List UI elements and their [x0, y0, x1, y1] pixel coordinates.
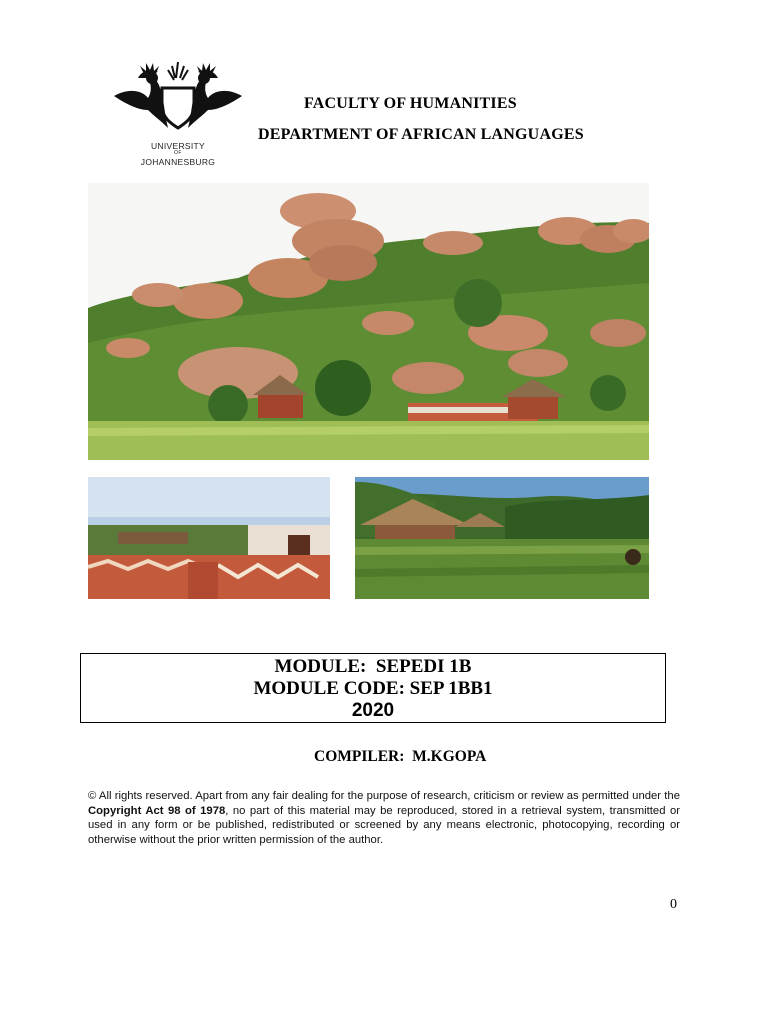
thatched-huts-photo [355, 477, 649, 599]
logo-text-johannesburg: JOHANNESBURG [140, 157, 216, 167]
landscape-photo [88, 183, 649, 460]
painted-homestead-photo [88, 477, 330, 599]
logo-text-of: OF [174, 150, 182, 156]
faculty-heading: FACULTY OF HUMANITIES [304, 95, 517, 112]
module-year: 2020 [351, 700, 395, 721]
copyright-text-start: © All rights reserved. Apart from any fair dealing for the purpose of research, criticism or review as permitted under the [88, 790, 680, 802]
module-name: MODULE: SEPEDI 1B [274, 656, 472, 677]
copyright-notice [88, 789, 680, 848]
copyright-text-end: , no part of this material may be reproduced, stored in a retrieval system, transmitted or used in any form or be published, redistributed or screened by any means electronic, photocopying, recording or otherwise without the prior written permission of the author. [88, 804, 680, 847]
copyright-act: Copyright Act 98 of 1978 [88, 804, 226, 817]
birds-emblem-icon [108, 58, 248, 138]
university-logo [108, 58, 248, 173]
department-heading: DEPARTMENT OF AFRICAN LANGUAGES [258, 126, 584, 143]
module-info-box [80, 653, 666, 723]
compiler-line: COMPILER: M.KGOPA [314, 748, 487, 765]
page-number: 0 [670, 897, 677, 912]
module-code: MODULE CODE: SEP 1BB1 [253, 678, 493, 699]
logo-text-university: UNIVERSITY [150, 141, 205, 151]
